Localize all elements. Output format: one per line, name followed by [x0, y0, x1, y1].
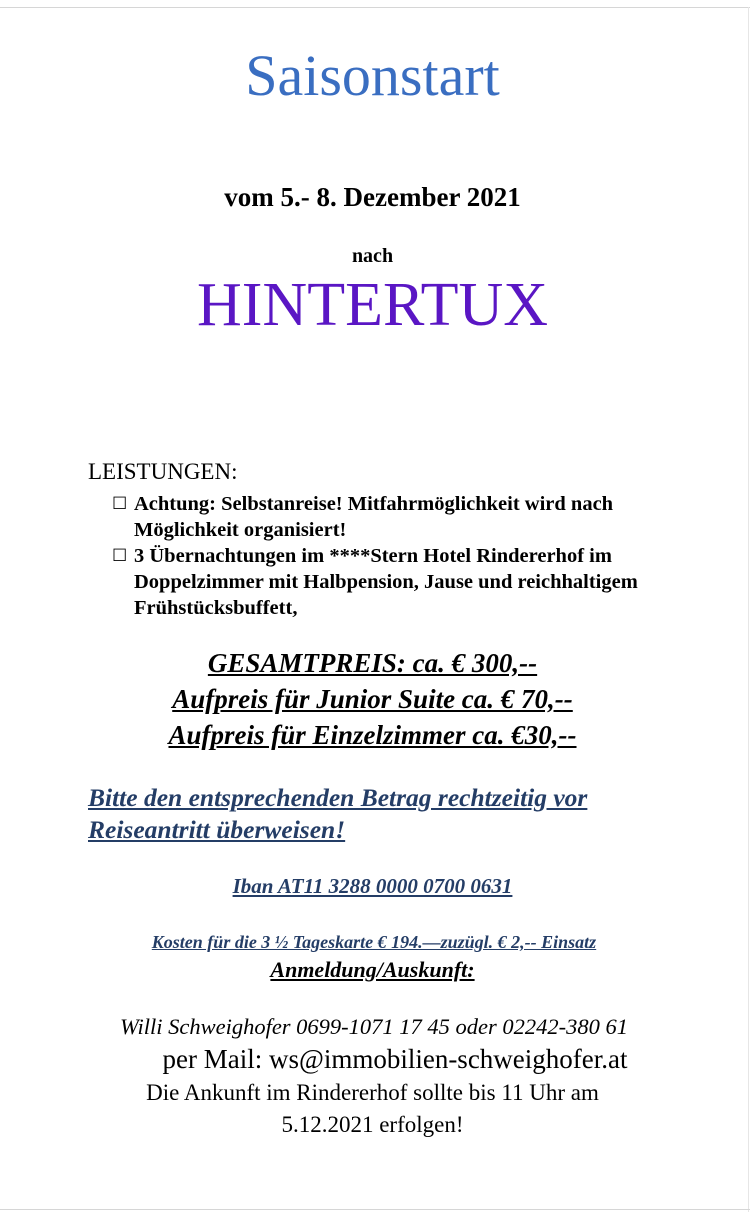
event-dates: vom 5.- 8. Dezember 2021 [224, 182, 521, 212]
list-item-text: Achtung: Selbstanreise! Mitfahrmöglichkeit wird nach Möglichkeit organisiert! [134, 493, 614, 541]
registration-heading: Anmeldung/Auskunft: [270, 957, 475, 982]
page-title: Saisonstart [245, 43, 500, 108]
contact-mail: per Mail: ws@immobilien-schweighofer.at [162, 1044, 628, 1074]
single-room-surcharge: Aufpreis für Einzelzimmer ca. €30,-- [168, 720, 577, 750]
payment-note: Bitte den entsprechenden Betrag rechtzeitig vor Reiseantritt überweisen! [88, 783, 588, 844]
checkbox-icon: ☐ [112, 494, 128, 513]
destination-title: HINTERTUX [197, 271, 548, 339]
checkbox-icon: ☐ [112, 546, 128, 565]
arrival-note-line2: 5.12.2021 erfolgen! [281, 1112, 464, 1137]
arrival-note-line1: Die Ankunft im Rindererhof sollte bis 11 Uhr am [146, 1080, 599, 1105]
junior-suite-surcharge: Aufpreis für Junior Suite ca. € 70,-- [172, 684, 573, 714]
page-right-border [748, 7, 749, 1212]
list-item-text: 3 Übernachtungen im ****Stern Hotel Rindererhof im Doppelzimmer mit Halbpension, Jause und reichhaltigem Frühstücksbuffett, [134, 545, 638, 619]
page-bottom-border [0, 1209, 750, 1210]
ski-pass-cost: Kosten für die 3 ½ Tageskarte € 194.—zuzügl. € 2,-- Einsatz [151, 932, 597, 952]
list-item [112, 491, 654, 543]
page-top-border [0, 7, 750, 8]
total-price: GESAMTPREIS: ca. € 300,-- [207, 648, 538, 678]
leistungen-heading: LEISTUNGEN: [88, 459, 238, 484]
list-item [112, 543, 654, 621]
contact-phone: Willi Schweighofer 0699-1071 17 45 oder 02242-380 61 [119, 1014, 629, 1039]
leistungen-list [112, 491, 654, 621]
iban: Iban AT11 3288 0000 0700 0631 [232, 874, 513, 898]
nach-label: nach [351, 245, 394, 267]
